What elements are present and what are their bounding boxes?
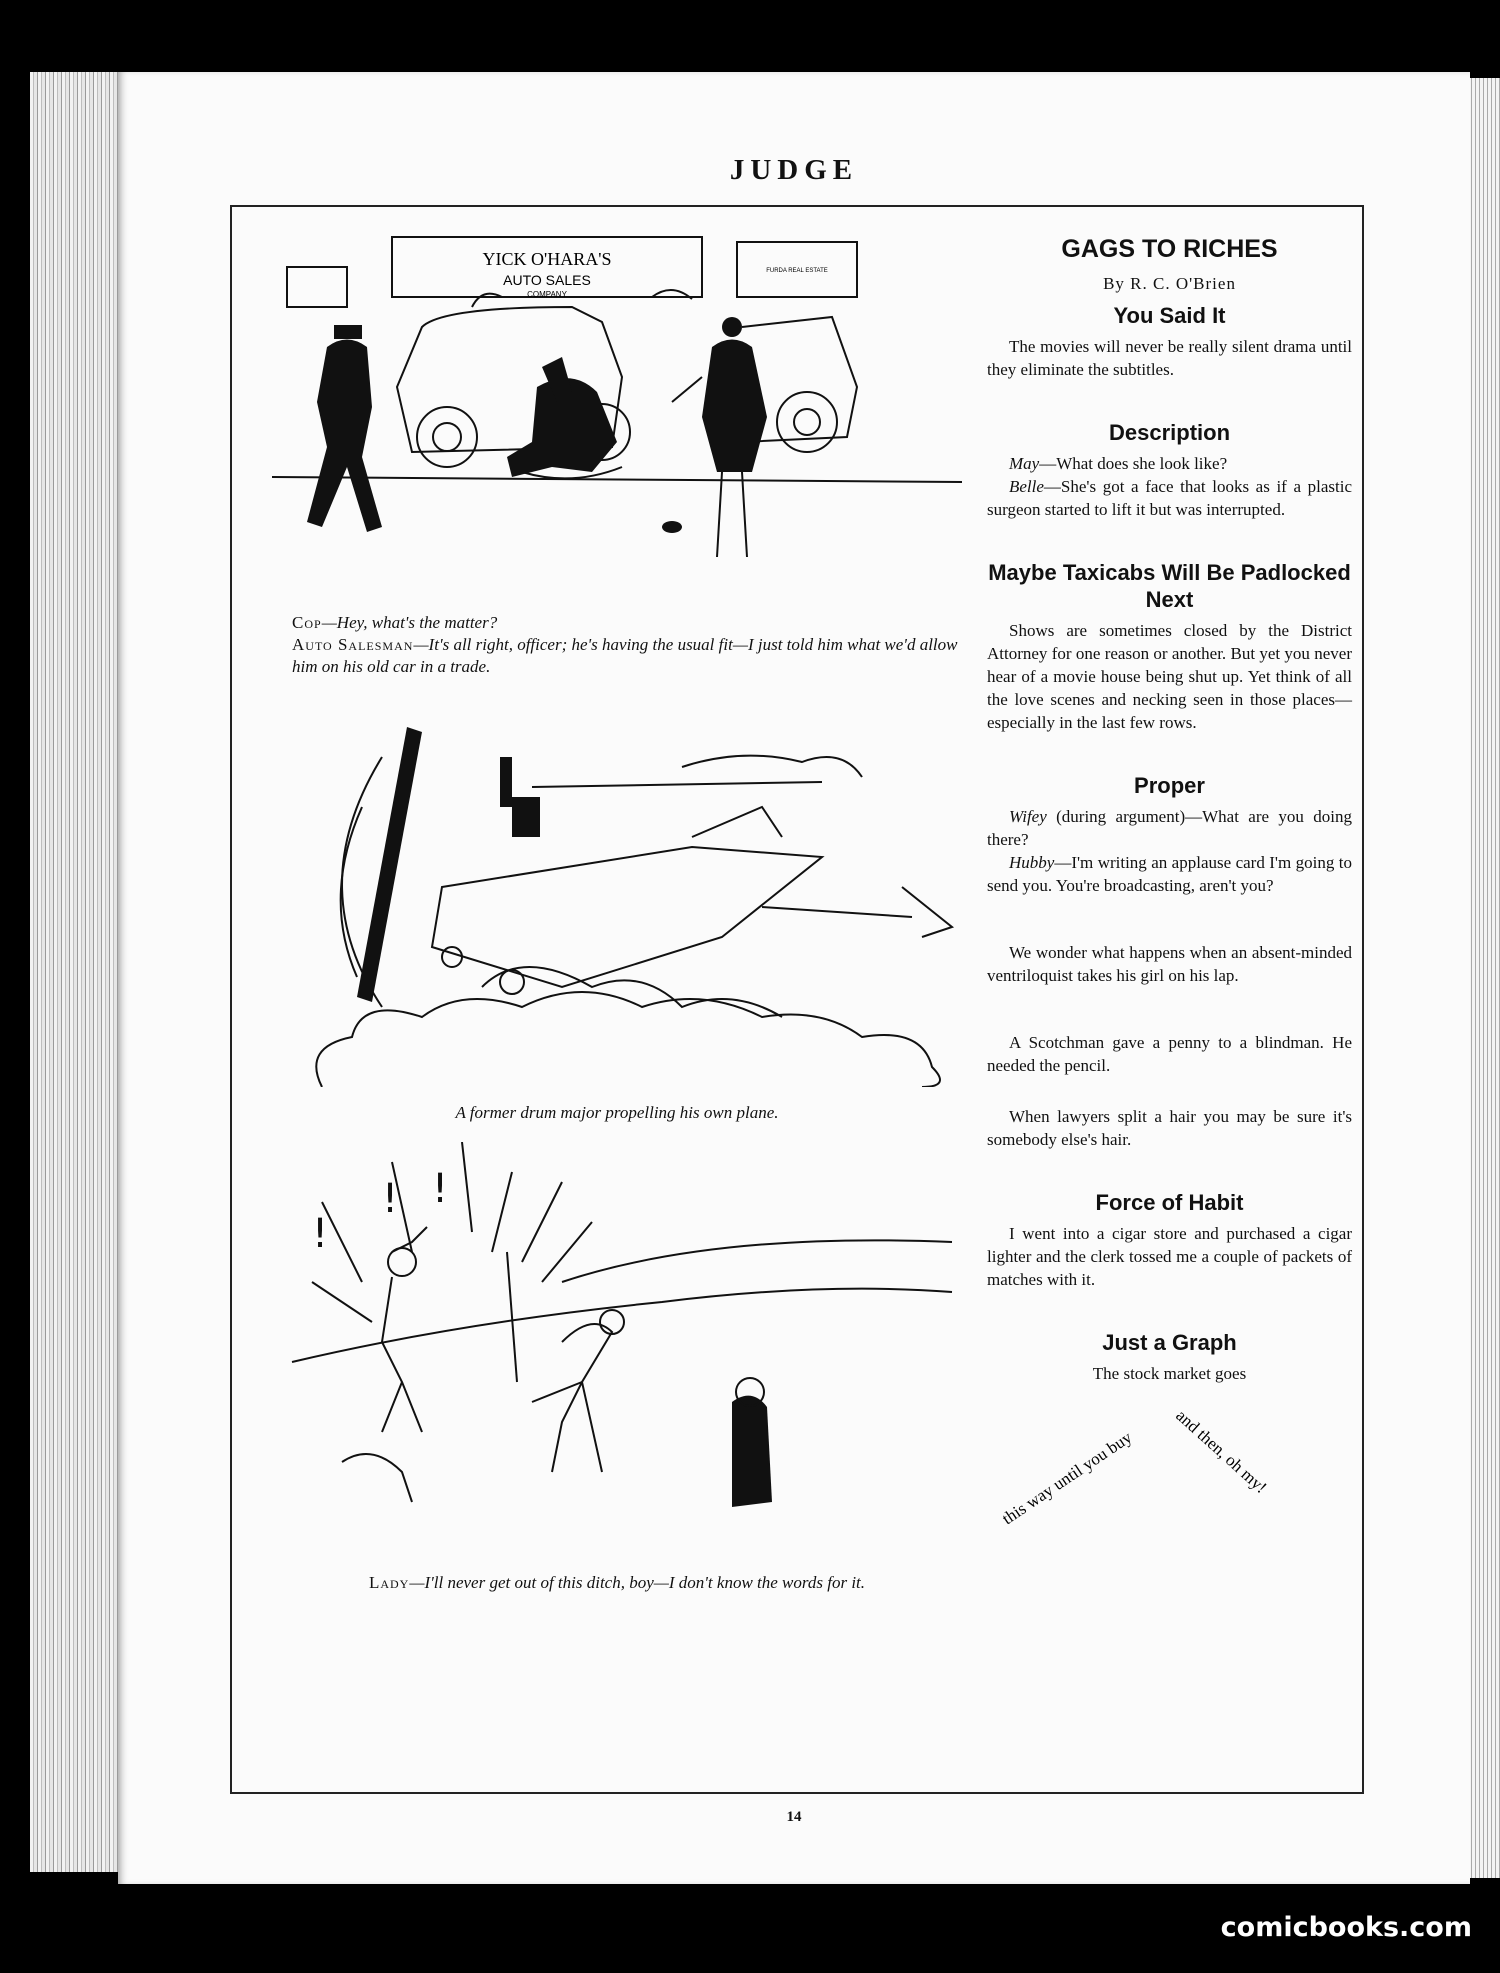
cartoon-2-caption: A former drum major propelling his own plane.: [455, 1103, 779, 1122]
cartoon-3-caption: [272, 1572, 962, 1594]
magazine-page: [118, 72, 1470, 1884]
cartoon-auto-sales: [272, 227, 962, 607]
item-heading-taxicabs: Maybe Taxicabs Will Be Padlocked Next: [988, 560, 1351, 612]
item-heading-proper: Proper: [1134, 773, 1205, 798]
sign-company: COMPANY: [527, 290, 567, 299]
column-title: GAGS TO RICHES: [1061, 235, 1278, 263]
line-hubby: —I'm writing an applause card I'm going to send you. You're broadcasting, aren't you?: [987, 853, 1352, 895]
book-page-edges: [30, 72, 125, 1872]
item-text-scotchman: A Scotchman gave a penny to a blindman. He needed the pencil.: [987, 1033, 1352, 1075]
cartoon-golf: [262, 1142, 962, 1562]
column-byline: By R. C. O'Brien: [1103, 274, 1236, 293]
cartoon-plane: [262, 687, 962, 1087]
item-heading-description: Description: [1108, 420, 1231, 445]
item-heading-just-a-graph: Just a Graph: [1102, 1330, 1237, 1355]
line-may: —What does she look like?: [1039, 454, 1228, 473]
svg-text:!: !: [312, 1211, 329, 1257]
gags-column: [987, 227, 1352, 1565]
speaker-wifey: Wifey: [1009, 807, 1047, 826]
watermark: comicbooks.com: [1220, 1912, 1472, 1943]
content-frame: [230, 205, 1364, 1794]
graph-up-text: this way until you buy: [998, 1427, 1136, 1529]
item-dialogue-wifey: [987, 805, 1352, 851]
sign-sub: AUTO SALES: [503, 272, 591, 288]
speaker-hubby: Hubby: [1009, 853, 1055, 872]
item-dialogue-hubby: [987, 851, 1352, 897]
item-heading-you-said-it: You Said It: [1113, 303, 1226, 328]
line-wifey: (during argument)—What are you doing there?: [987, 807, 1352, 849]
caption-line-lady: —I'll never get out of this ditch, boy—I don't know the words for it.: [409, 1573, 866, 1592]
graph-down-text: and then, oh my!: [1172, 1405, 1271, 1498]
caption-speaker-lady: Lady: [368, 1573, 410, 1592]
svg-text:!: !: [382, 1176, 399, 1222]
caption-line-cop: —Hey, what's the matter?: [321, 613, 498, 632]
caption-line-salesman: —It's all right, officer; he's having the usual fit—I just told him what we'd allow him on his old car in a trade.: [292, 635, 958, 676]
item-dialogue-belle: [987, 475, 1352, 521]
sign-side: FURDA REAL ESTATE: [766, 268, 828, 274]
page-number: 14: [786, 1809, 802, 1825]
item-text-you-said-it: The movies will never be really silent drama until they eliminate the subtitles.: [987, 337, 1352, 379]
item-dialogue-may: [987, 452, 1352, 475]
caption-speaker-salesman: Auto Salesman: [292, 635, 414, 654]
speaker-may: May: [1009, 454, 1040, 473]
line-belle: —She's got a face that looks as if a plastic surgeon started to lift it but was interrupted.: [987, 477, 1352, 519]
item-text-force-of-habit: I went into a cigar store and purchased a cigar lighter and the clerk tossed me a couple of packets of matches with it.: [987, 1224, 1352, 1289]
cartoon-1-caption: [272, 612, 962, 678]
speaker-belle: Belle: [1009, 477, 1044, 496]
item-text-just-a-graph: The stock market goes: [1092, 1364, 1247, 1383]
graph-text-art: [987, 1385, 1352, 1565]
masthead: JUDGE: [729, 154, 859, 186]
caption-speaker-cop: Cop: [292, 613, 322, 632]
item-text-taxicabs: Shows are sometimes closed by the District Attorney for one reason or another. But yet you never hear of a movie house being shut up. Yet think of all the love scenes and necking seen in those places—especially in the last few rows.: [987, 621, 1352, 732]
item-text-ventriloquist: We wonder what happens when an absent-minded ventriloquist takes his girl on his lap.: [987, 943, 1352, 985]
sign-main: YICK O'HARA'S: [482, 249, 612, 269]
svg-text:!: !: [432, 1166, 449, 1212]
item-text-lawyers: When lawyers split a hair you may be sure it's somebody else's hair.: [987, 1107, 1352, 1149]
item-heading-force-of-habit: Force of Habit: [1095, 1190, 1244, 1215]
